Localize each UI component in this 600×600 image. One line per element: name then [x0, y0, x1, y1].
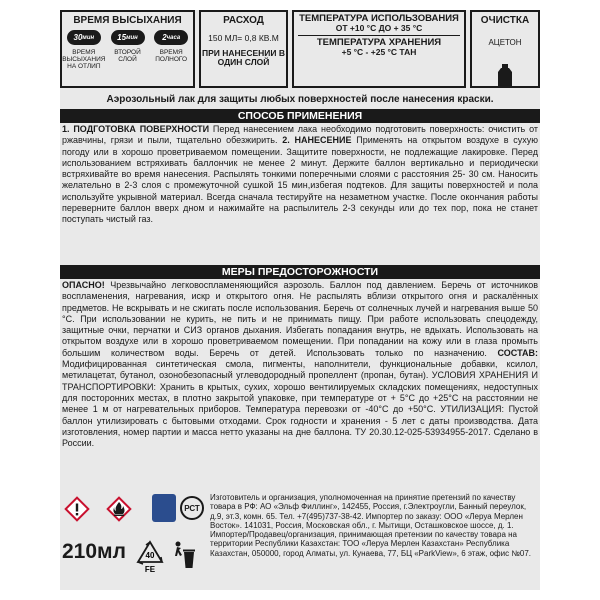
application-text	[62, 124, 538, 226]
eac-certification-icon: РСТ	[180, 496, 204, 520]
danger-text: Чрезвычайно легковоспламеняющийся аэрозоль. Баллон под давлением. Беречь от источников воспламенения, нагревания, искр и открытого огня. Не распылять вблизи открытого огня и раскалённых предметов. Не вскрывать и не сжигать после использования. Беречь от солнечных лучей и нагревания выше 50 °С. При использовании не курить, не пить и не принимать пищу. При работе использовать спецодежду, защитные очки, перчатки и СИЗ органов дыхания. Избегать попадания внутрь, не вдыхать. Использовать на открытом воздухе или в хорошо проветриваемом помещении. При попадании на кожу или в глаза промыть большим количеством воды. Беречь от детей. Использовать только по назначению.	[62, 280, 538, 358]
flame-hazard-icon	[106, 496, 132, 522]
bottle-icon	[496, 64, 514, 86]
manufacturer-info: Изготовитель и организация, уполномоченная на принятие претензий по качеству товара в РФ: АО «Эльф Филлинг», 142455, Россия, г.Электроугли, Банный переулок, д.9, эт.3, комн. 65. Тел. +7(495)737-38-42. Импортер по заказу: ООО «Леруа Мерлен Восток». 141031, Россия, Московская обл., г. Мытищи, Осташковское шоссе, д. 1. Импортер/Продавец/организация, принимающая претензии по качеству товара на территории Республики Казахстан: ТОО «Леруа Мерлен Казахстан» Республика Казахстан, 050000, город Алматы, ул. Кунаева, 77, БЦ «ParkView», 6 этаж, офис №07.	[210, 493, 532, 558]
consumption-box	[199, 10, 288, 88]
product-intro: Аэрозольный лак для защиты любых поверхностей после нанесения краски.	[106, 94, 494, 105]
stage-caption: ВТОРОЙ СЛОЙ	[114, 49, 141, 63]
divider	[298, 35, 460, 36]
step2-label: 2. НАНЕСЕНИЕ	[282, 135, 352, 146]
application-header: СПОСОБ ПРИМЕНЕНИЯ	[60, 109, 540, 123]
volume-label: 210мл	[62, 540, 126, 563]
cleaning-agent: АЦЕТОН	[488, 38, 522, 47]
drying-stage-second-coat	[106, 30, 150, 70]
timer-icon: 15 мин	[111, 30, 145, 45]
cleaning-title: ОЧИСТКА	[480, 15, 530, 26]
drying-time-box	[60, 10, 195, 88]
composition-label: СОСТАВ:	[497, 347, 538, 358]
consumption-title: РАСХОД	[223, 15, 264, 26]
recycle-icon	[135, 540, 165, 574]
consumption-value: 150 МЛ= 0,8 КВ.М	[208, 33, 279, 43]
drying-stages	[62, 30, 193, 70]
composition-text: Модифицированная синтетическая смола, пигменты, наполнители, функциональные добавки, ксилол, метилацетат, бутанол, озонобезопасный углеводородный пропеллент (пропан, бутан). УСЛОВИЯ ХРАНЕНИЯ И ТРАНСПОРТИРОВКИ: Хранить в крытых, сухих, хорошо вентилируемых складских помещениях, недоступных для посторонних местах, в плотно закрытой упаковке, при температуре от + 5°С до +25°С на расстоянии не менее 1 м от нагревательных приборов. Температура перевозки от -40°С до +50°С. УТИЛИЗАЦИЯ: Пустой баллон утилизировать с бытовыми отходами. Срок годности и хранения - 5 лет с даты производства. Дата изготовления, номер партии и масса нетто указаны на дне баллона. ТУ 20.30.12-025-53934955-2017. Сделано в России.	[62, 359, 538, 449]
svg-text:40: 40	[145, 551, 155, 560]
stage-caption: ВРЕМЯ ПОЛНОГО	[155, 49, 188, 63]
precautions-header: МЕРЫ ПРЕДОСТОРОЖНОСТИ	[60, 265, 540, 279]
timer-icon: 2 часа	[154, 30, 188, 45]
drying-title: ВРЕМЯ ВЫСЫХАНИЯ	[73, 15, 182, 26]
precautions-text	[62, 280, 538, 449]
step1-text: Перед нанесением лака необходимо подготовить поверхность: очистить от ржавчины, грязи и пыли, тщательно обезжирить.	[62, 124, 538, 146]
danger-label: ОПАСНО!	[62, 280, 105, 290]
use-temperature-value: ОТ +10 °С ДО + 35 °С	[335, 23, 423, 33]
timer-icon: 30 мин	[67, 30, 101, 45]
eco-label-icon	[152, 494, 176, 522]
stage-caption: ВРЕМЯ ВЫСЫХАНИЯ НА ОТЛИП	[62, 49, 106, 70]
step1-label: 1. ПОДГОТОВКА ПОВЕРХНОСТИ	[62, 124, 210, 134]
storage-temperature-value: +5 °С - +25 °С ТАН	[341, 47, 417, 57]
cleaning-box	[470, 10, 540, 88]
exclamation-hazard-icon	[64, 496, 90, 522]
drying-stage-tack	[62, 30, 106, 70]
step2-text: Применять на открытом воздухе в сухую погоду или в хорошо проветриваемом помещении. Защитите поверхности, не подлежащие лакировке. Перед использованием встряхивать баллончик не менее 2 минут. Держите баллон вертикально и периодически встряхивайте во время нанесения. Распылять тонкими поперечными слоями с расстояния 25- 30 см. Наносить желательно в 2-3 слоя с промежуточной сушкой 15 мин,избегая подтеков. Для защиты поверхностей и пола используйте укрывной материал. Всегда сначала тестируйте на незаметном участке. После окончания работы переверните баллон вверх дном и нажимайте на распылитель 2-3 секунды или до тех пор, пока не станет поступать чистый газ.	[62, 135, 539, 225]
consumption-note: ПРИ НАНЕСЕНИИ В ОДИН СЛОЙ	[202, 48, 285, 67]
storage-temperature-title: ТЕМПЕРАТУРА ХРАНЕНИЯ	[316, 37, 442, 48]
product-label	[60, 10, 540, 590]
drying-stage-full	[149, 30, 193, 70]
use-temperature-title: ТЕМПЕРАТУРА ИСПОЛЬЗОВАНИЯ	[299, 13, 459, 24]
svg-text:FE: FE	[144, 565, 156, 574]
tidyman-bin-icon	[172, 540, 196, 570]
temperature-box	[292, 10, 466, 88]
